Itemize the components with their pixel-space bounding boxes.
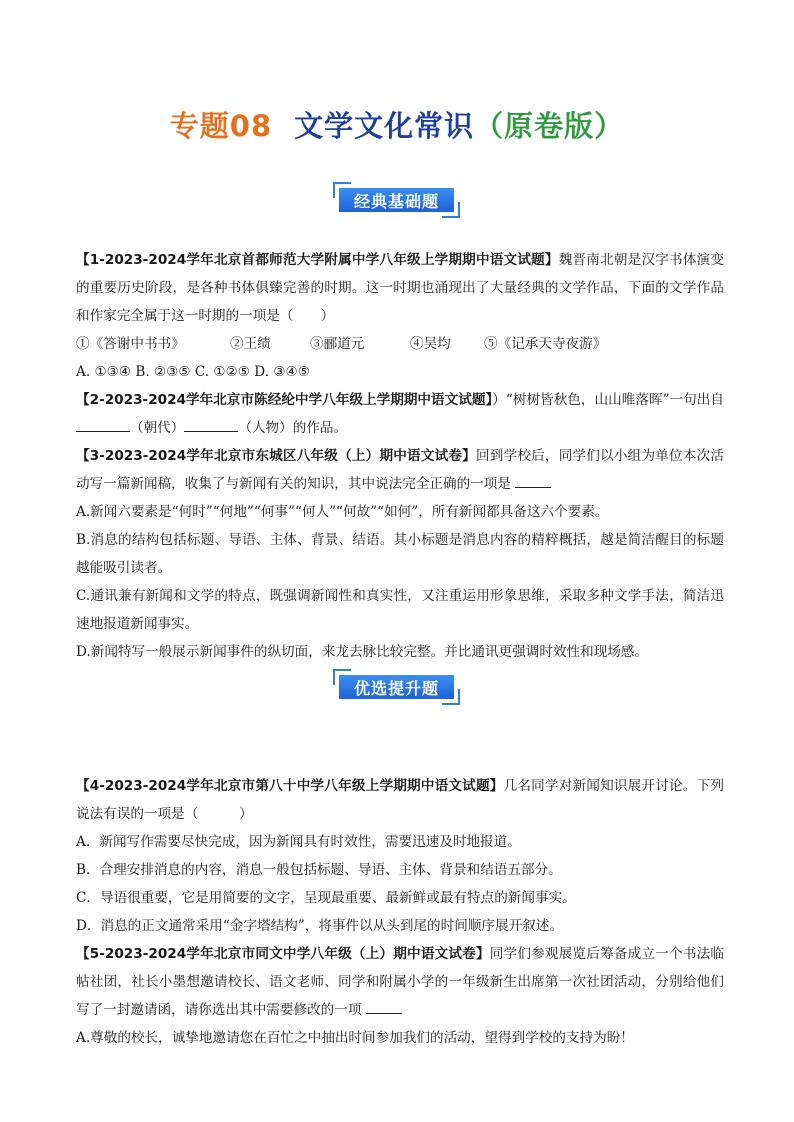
answer-blank[interactable] xyxy=(515,473,551,488)
section-banner-advanced-label: 优选提升题 xyxy=(339,675,454,699)
answer-blank[interactable] xyxy=(366,999,402,1014)
question-4-option-a: A．新闻写作需要尽快完成，因为新闻具有时效性，需要迅速及时地报道。 xyxy=(76,834,521,850)
title-edition: （原卷版） xyxy=(474,109,625,143)
question-1 xyxy=(76,246,724,330)
section-banner-basic xyxy=(333,182,460,218)
title-topic-name: 文学文化常识 xyxy=(294,109,475,143)
question-5-source: 【5-2023-2024学年北京市同文中学八年级（上）期中语文试卷】 xyxy=(76,946,490,962)
question-1-item: ②王绩 xyxy=(230,336,271,352)
question-1-item: ①《答谢中书书》 xyxy=(76,336,185,352)
question-4-source: 【4-2023-2024学年北京市第八十中学八年级上学期期中语文试题】 xyxy=(76,778,504,794)
question-1-item: ⑤《记承天寺夜游》 xyxy=(484,336,607,352)
question-3-source: 【3-2023-2024学年北京市东城区八年级（上）期中语文试卷】 xyxy=(76,448,476,464)
question-3-option-a: A.新闻六要素是“何时”“何地”“何事”“何人”“何故”“如何”，所有新闻都具备这六个要素。 xyxy=(76,504,609,520)
question-3 xyxy=(76,442,724,498)
section-banner-advanced xyxy=(333,669,460,705)
question-2-text3: （人物）的作品。 xyxy=(238,420,348,436)
section-basic-content xyxy=(76,246,724,666)
question-2-text2: （朝代） xyxy=(130,420,185,436)
answer-blank[interactable] xyxy=(76,417,130,432)
answer-blank[interactable] xyxy=(184,417,238,432)
question-2-source: 【2-2023-2024学年北京市陈经纶中学八年级上学期期中语文试题】 xyxy=(76,392,493,408)
question-1-source: 【1-2023-2024学年北京首都师范大学附属中学八年级上学期期中语文试题】 xyxy=(76,252,559,268)
question-5-text: 同学们参观展览后筹备成立一个书法临帖社团，社长小墨想邀请校长、语文老师、同学和附属小学的一年级新生出席第一次社团活动，分别给他们写了一封邀请函，请你选出其中需要修改的一项 xyxy=(76,946,724,1018)
question-4-text: 几名同学对新闻知识展开讨论。下列说法有误的一项是（ ） xyxy=(76,778,724,822)
question-3-text: 回到学校后，同学们以小组为单位本次活动写一篇新闻稿，收集了与新闻有关的知识，其中说法完全正确的一项是 xyxy=(76,448,724,492)
question-1-item: ③郦道元 xyxy=(310,336,365,352)
question-5-option-a: A.尊敬的校长，诚挚地邀请您在百忙之中抽出时间参加我们的活动，望得到学校的支持为盼！ xyxy=(76,1030,634,1046)
section-banner-basic-label: 经典基础题 xyxy=(339,188,454,212)
question-1-items xyxy=(76,330,724,358)
question-3-option-b: B.消息的结构包括标题、导语、主体、背景、结语。其小标题是消息内容的精粹概括，越是简洁醒目的标题越能吸引读者。 xyxy=(76,532,724,576)
question-4-option-d: D．消息的正文通常采用“金字塔结构”，将事件以从头到尾的时间顺序展开叙述。 xyxy=(76,918,563,934)
question-3-option-d: D.新闻特写一般展示新闻事件的纵切面，来龙去脉比较完整。并比通讯更强调时效性和现场感。 xyxy=(76,644,649,660)
page-title xyxy=(0,104,794,145)
question-3-option-c: C.通讯兼有新闻和文学的特点，既强调新闻性和真实性，又注重运用形象思维，采取多种文学手法，简洁迅速地报道新闻事实。 xyxy=(76,588,724,632)
question-1-text: 魏晋南北朝是汉字书体演变的重要历史阶段，是各种书体俱臻完善的时期。这一时期也涌现出了大量经典的文学作品，下面的文学作品和作家完全属于这一时期的一项是（ ） xyxy=(76,252,724,324)
section-advanced-content xyxy=(76,772,724,1052)
question-1-choices: A. ①③④ B. ②③⑤ C. ①②⑤ D. ③④⑤ xyxy=(76,364,310,380)
question-1-item: ④吴均 xyxy=(410,336,451,352)
title-topic-number: 专题08 xyxy=(169,109,273,143)
question-2-text1: ）“树树皆秋色，山山唯落晖”一句出自 xyxy=(492,392,724,408)
question-4-option-b: B．合理安排消息的内容，消息一般包括标题、导语、主体、背景和结语五部分。 xyxy=(76,862,562,878)
question-4 xyxy=(76,772,724,828)
question-5 xyxy=(76,940,724,1024)
question-2 xyxy=(76,386,724,442)
question-4-option-c: C．导语很重要，它是用简要的文字，呈现最重要、最新鲜或最有特点的新闻事实。 xyxy=(76,890,576,906)
